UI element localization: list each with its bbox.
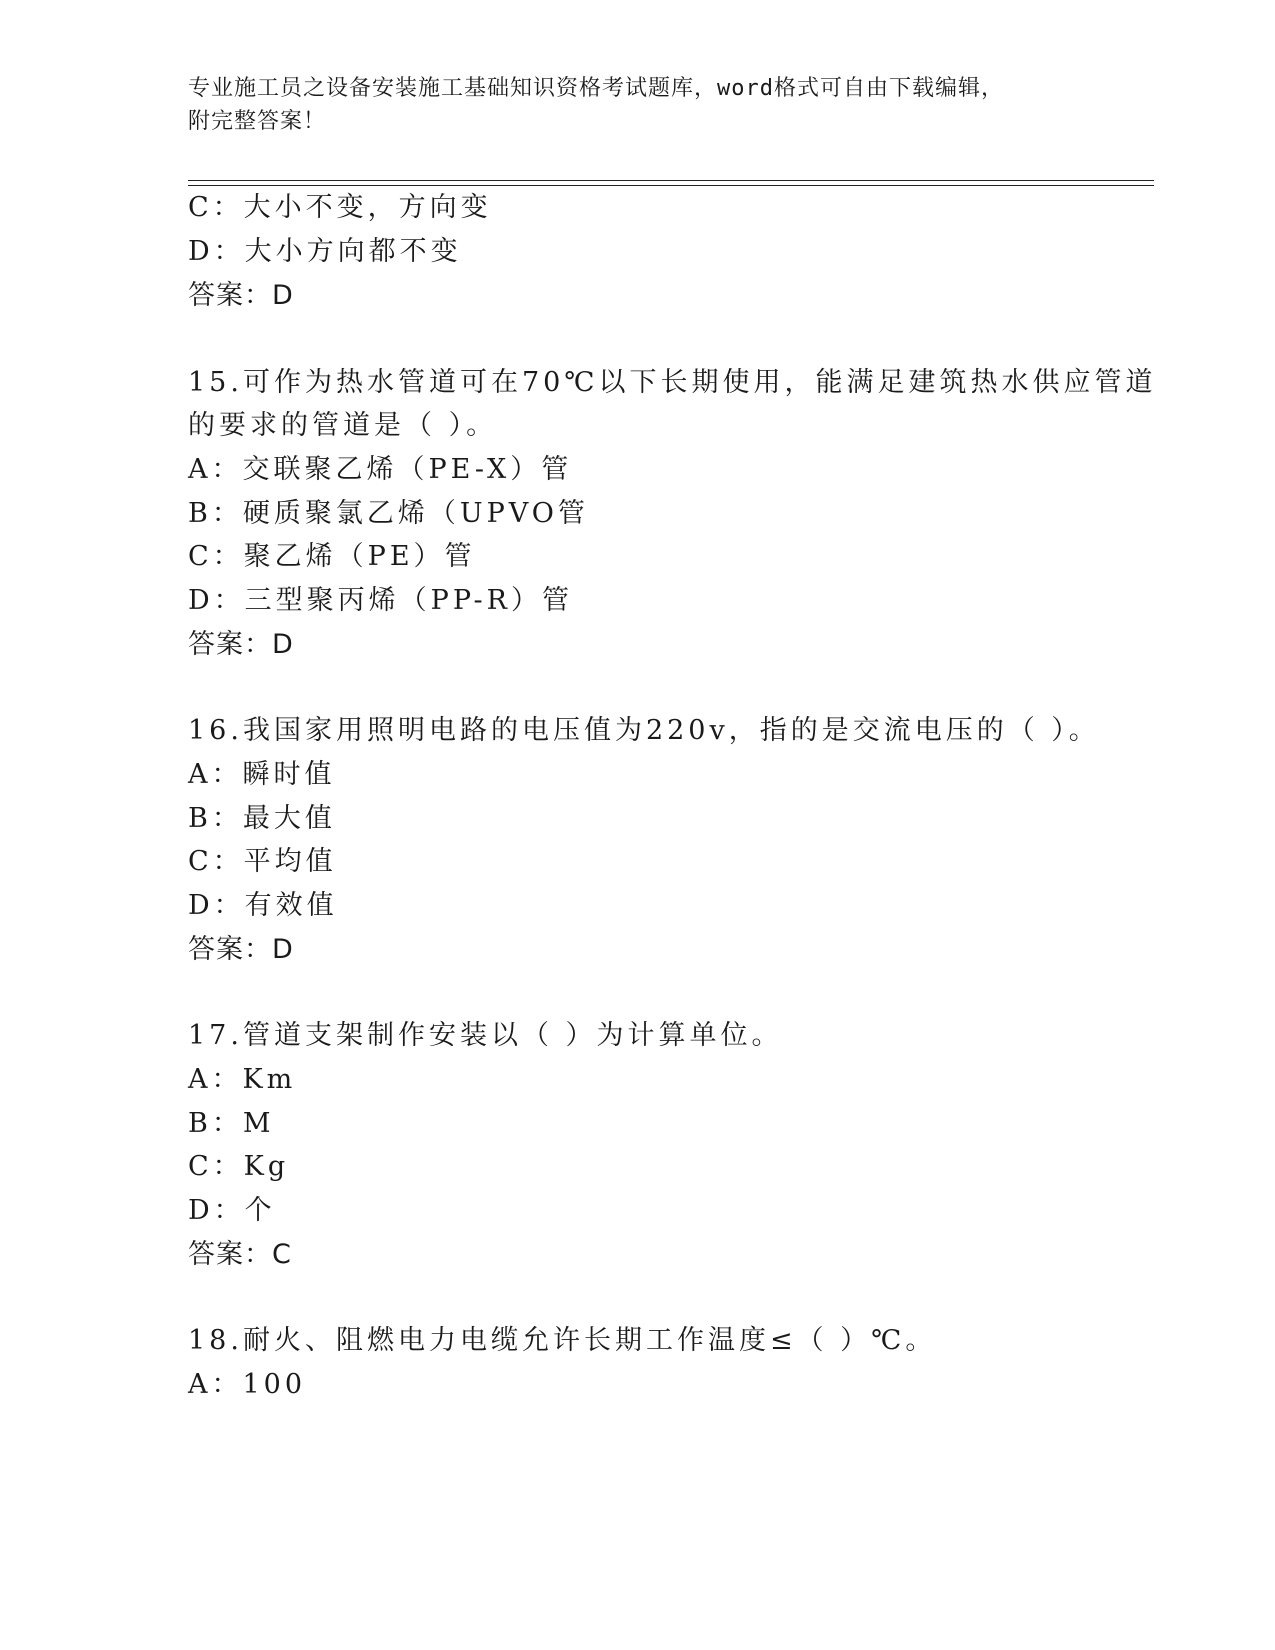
q17-answer: 答案：C (188, 1239, 292, 1270)
q16-option-c: C：平均值 (188, 846, 337, 877)
q17-option-a: A：Km (188, 1064, 297, 1095)
q17-option-c: C：Kg (188, 1151, 290, 1182)
q17-option-b: B：M (188, 1108, 275, 1139)
q18-option-a: A：100 (188, 1369, 307, 1400)
q15-answer: 答案：D (188, 629, 294, 660)
q17-option-d: D：个 (188, 1195, 276, 1226)
q17-stem: 17.管道支架制作安装以（ ）为计算单位。 (188, 1020, 783, 1051)
header-line-2: 附完整答案！ (188, 109, 327, 134)
q15-option-b: B：硬质聚氯乙烯（UPVO管 (188, 498, 589, 529)
header-divider-bottom (188, 185, 1154, 186)
q15-option-d: D：三型聚丙烯（PP-R）管 (188, 585, 573, 616)
q15-option-a: A：交联聚乙烯（PE-X）管 (188, 454, 573, 485)
q16-option-a: A：瞬时值 (188, 759, 336, 790)
header-line-1: 专业施工员之设备安装施工基础知识资格考试题库，word格式可自由下载编辑， (188, 76, 1004, 101)
q16-option-d: D：有效值 (188, 890, 338, 921)
q15-option-c: C：聚乙烯（PE）管 (188, 541, 476, 572)
q16-stem: 16.我国家用照明电路的电压值为220v，指的是交流电压的（ ）。 (188, 715, 1100, 746)
q14-option-c: C：大小不变，方向变 (188, 192, 492, 223)
q14-option-d: D：大小方向都不变 (188, 236, 462, 267)
q15-stem-line-1: 15.可作为热水管道可在70℃以下长期使用，能满足建筑热水供应管道 (188, 367, 1157, 398)
q14-answer: 答案：D (188, 280, 294, 311)
q15-stem-line-2: 的要求的管道是（ ）。 (188, 410, 498, 441)
q16-answer: 答案：D (188, 934, 294, 965)
header-divider-top (188, 180, 1154, 181)
document-header (188, 72, 1088, 138)
q18-stem: 18.耐火、阻燃电力电缆允许长期工作温度≤（ ）℃。 (188, 1325, 937, 1356)
q16-option-b: B：最大值 (188, 803, 336, 834)
